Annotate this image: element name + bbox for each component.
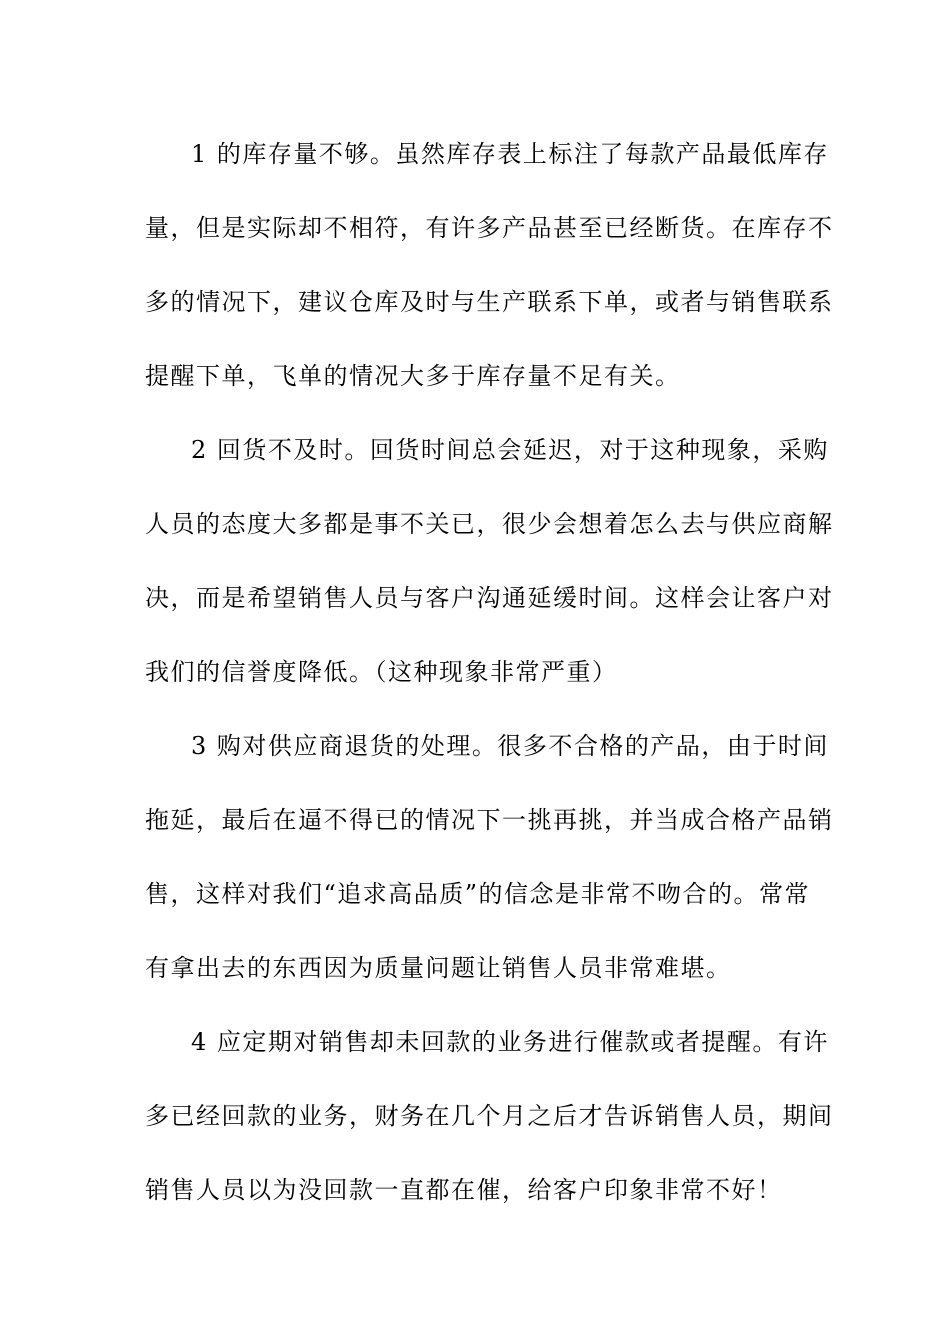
paragraph-line: 4 应定期对销售却未回款的业务进行催款或者提醒。有许 [191, 1028, 829, 1056]
paragraph-line: 2 回货不及时。回货时间总会延迟，对于这种现象，采购 [191, 436, 829, 464]
paragraph-line: 多已经回款的业务，财务在几个月之后才告诉销售人员，期间 [145, 1102, 834, 1130]
paragraph-line: 1 的库存量不够。虽然库存表上标注了每款产品最低库存 [191, 140, 829, 168]
paragraph-line: 量，但是实际却不相符，有许多产品甚至已经断货。在库存不 [145, 214, 834, 242]
paragraph-line: 拖延，最后在逼不得已的情况下一挑再挑，并当成合格产品销 [145, 806, 834, 834]
document-body [145, 124, 834, 1234]
paragraph-3 [145, 716, 834, 1012]
paragraph-line: 提醒下单，飞单的情况大多于库存量不足有关。 [145, 362, 681, 390]
paragraph-line: 人员的态度大多都是事不关已，很少会想着怎么去与供应商解 [145, 510, 834, 538]
paragraph-1 [145, 124, 834, 420]
paragraph-line: 售，这样对我们“追求高品质”的信念是非常不吻合的。常常 [145, 880, 811, 908]
paragraph-line: 多的情况下，建议仓库及时与生产联系下单，或者与销售联系 [145, 288, 834, 316]
paragraph-line: 有拿出去的东西因为质量问题让销售人员非常难堪。 [145, 954, 732, 982]
paragraph-2 [145, 420, 834, 716]
paragraph-line: 销售人员以为没回款一直都在催，给客户印象非常不好！ [145, 1176, 783, 1204]
paragraph-line: 3 购对供应商退货的处理。很多不合格的产品，由于时间 [191, 732, 829, 760]
paragraph-line: 我们的信誉度降低。（这种现象非常严重） [145, 658, 618, 686]
paragraph-line: 决，而是希望销售人员与客户沟通延缓时间。这样会让客户对 [145, 584, 834, 612]
paragraph-4 [145, 1012, 834, 1234]
